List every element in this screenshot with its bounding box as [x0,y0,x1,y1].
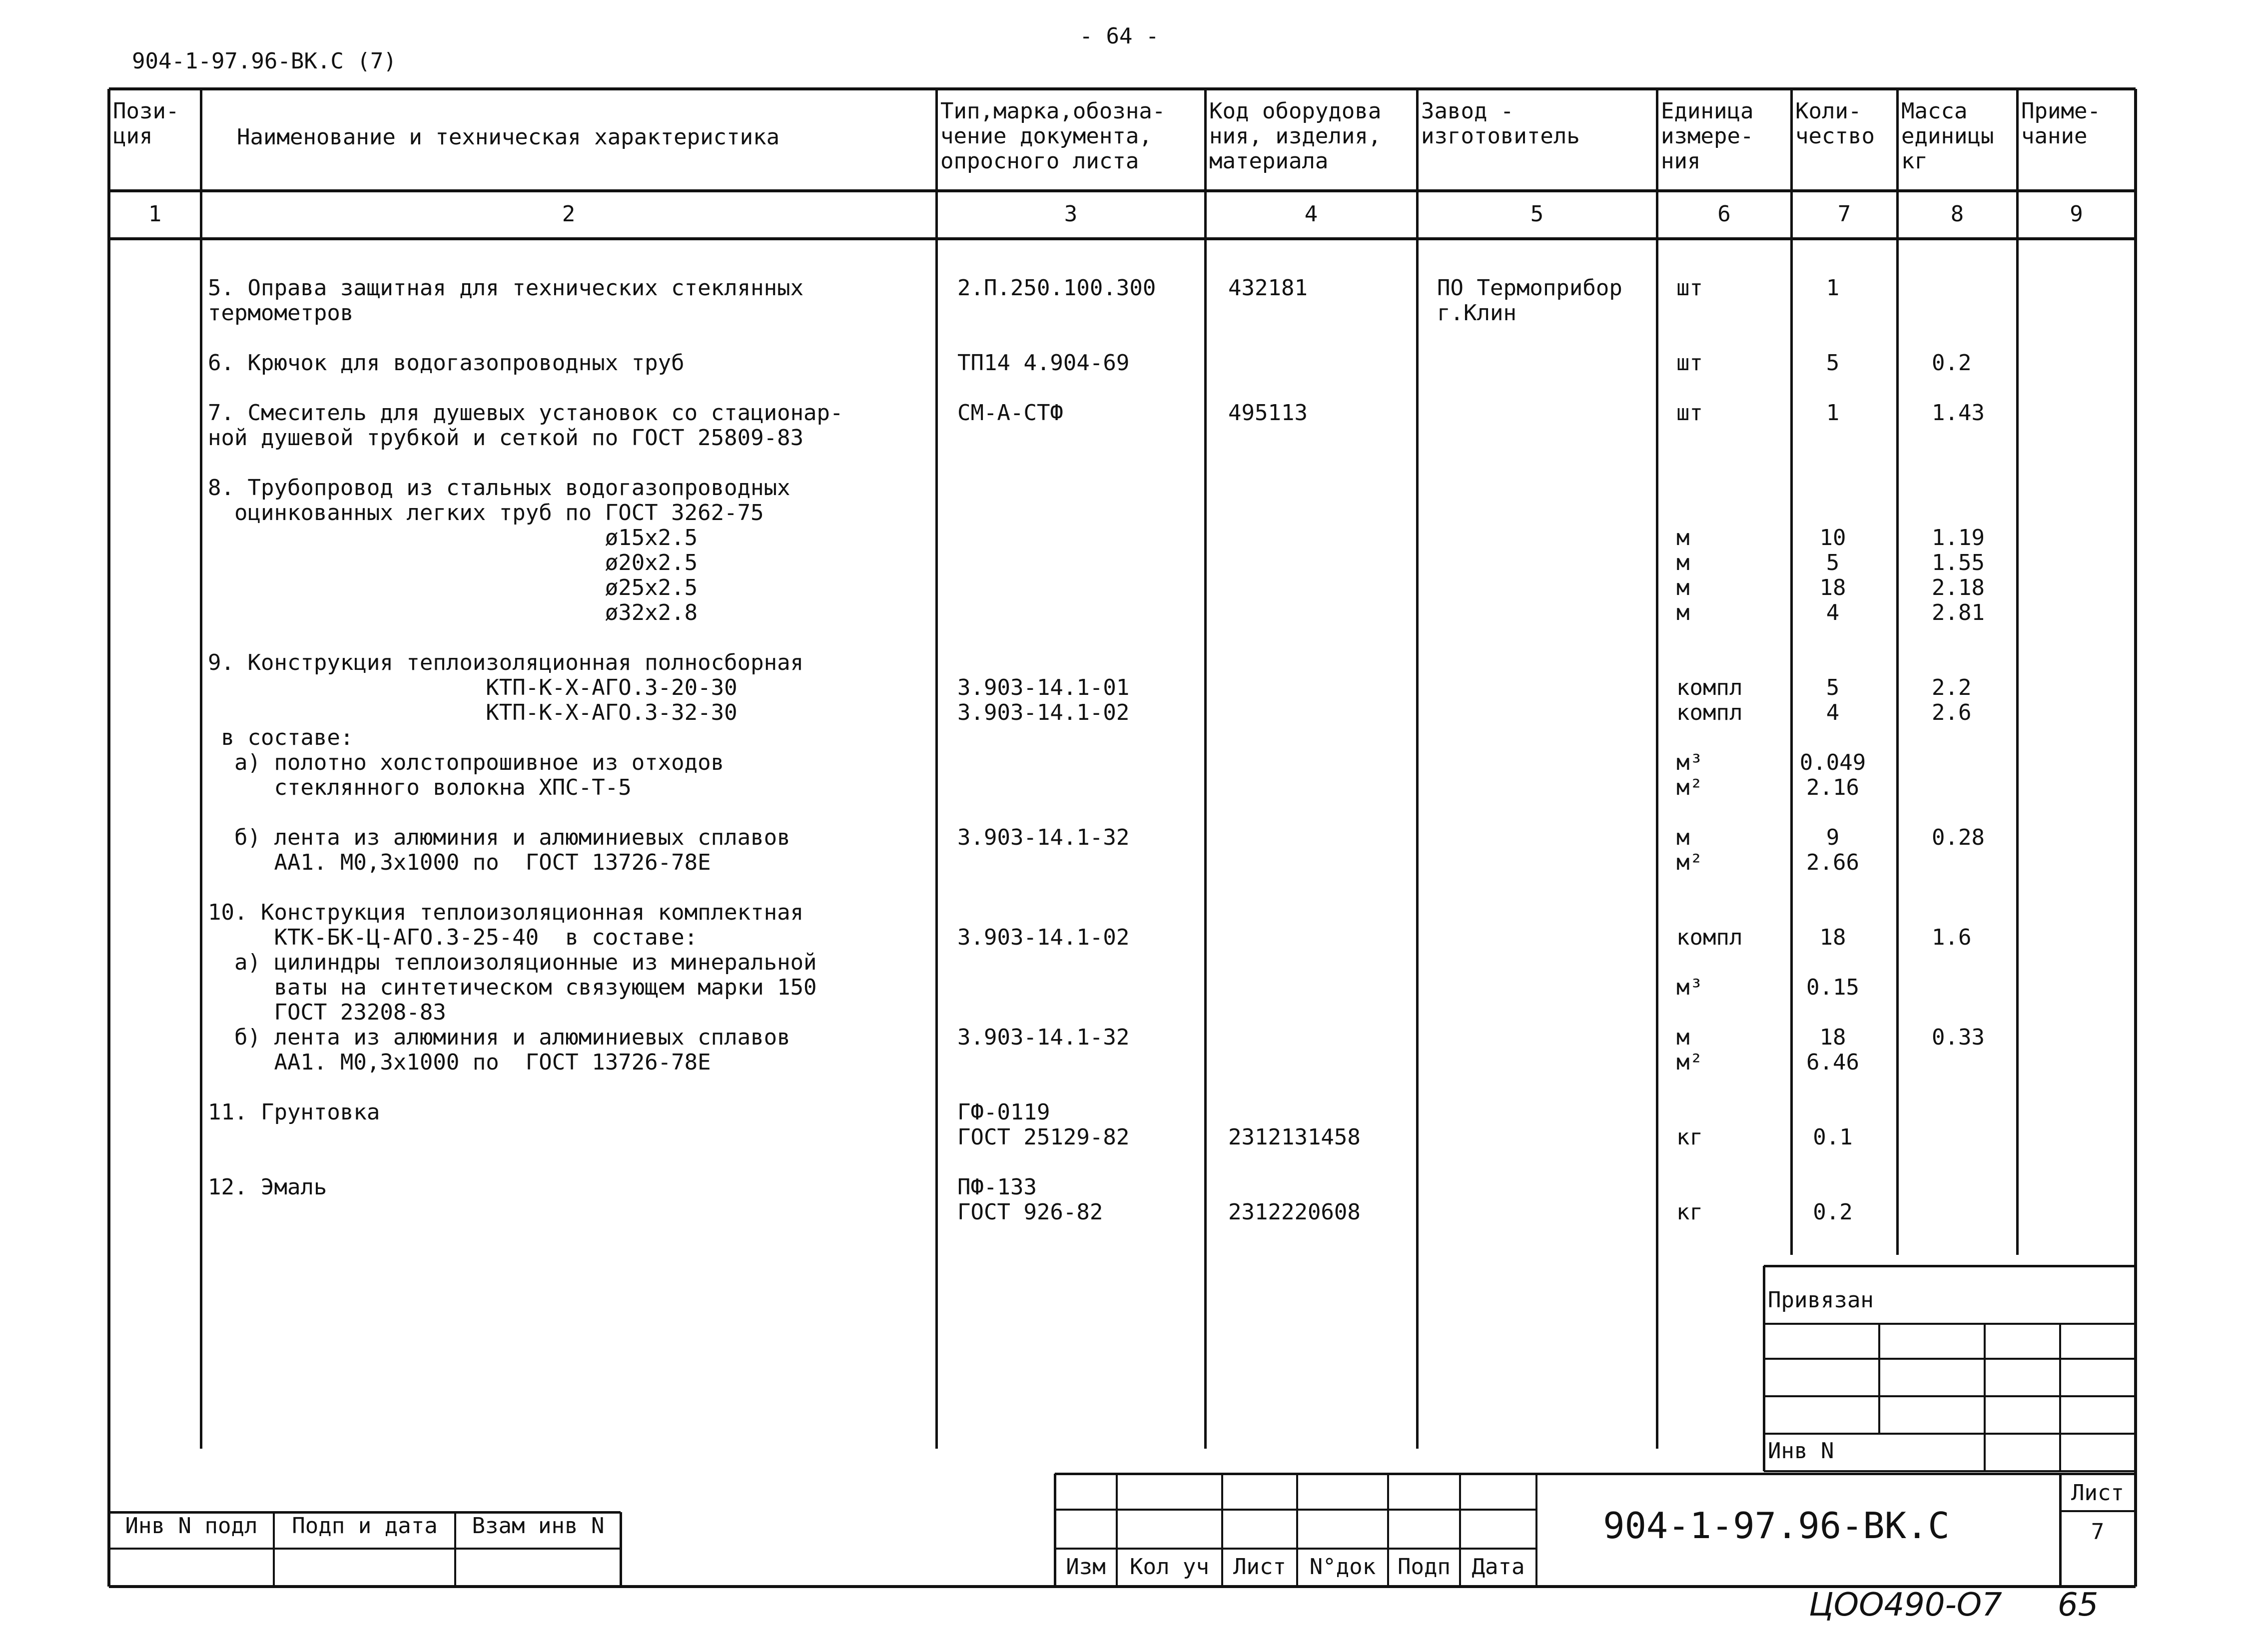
cell-code: 495113 [1228,400,1308,426]
cell-qty: 5 [1826,350,1840,376]
column-divider-1 [200,89,202,1449]
cell-unit: м² [1676,1050,1703,1075]
header-c6-line: Единица [1661,98,1754,124]
cell-name: 7. Смеситель для душевых установок со стационар- [208,400,843,426]
cell-qty: 4 [1826,700,1840,725]
stamp-grid-line [1764,1358,2136,1360]
header-c5-line: изготовитель [1421,123,1580,149]
cell-qty: 0.1 [1813,1124,1853,1150]
cell-unit: компл [1676,700,1743,725]
titleblock-sheet-row [2060,1510,2136,1512]
stamp-privyazan-top [1764,1265,2136,1267]
stamp-grid-line [1984,1324,1986,1471]
header-c1-line: ция [113,123,153,149]
column-number: 4 [1304,201,1318,227]
cell-qty: 0.15 [1806,975,1859,1000]
cell-name: стеклянного волокна ХПС-Т-5 [208,775,632,800]
cell-mfr: ПО Термоприбор [1437,275,1622,301]
cell-mass: 0.28 [1932,825,1985,850]
header-c7-line: чество [1795,123,1875,149]
cell-qty: 6.46 [1806,1050,1859,1075]
cell-unit: шт [1676,275,1703,301]
cell-name: ной душевой трубкой и сеткой по ГОСТ 25809-83 [208,425,804,451]
cell-name: КТП-К-Х-АГО.3-20-30 [208,675,738,700]
cell-qty: 2.66 [1806,850,1859,875]
cell-name: 11. Грунтовка [208,1100,380,1125]
cell-mass: 2.18 [1932,575,1985,600]
cell-qty: 10 [1819,525,1846,551]
cell-type: 3.903-14.1-02 [957,700,1130,725]
cell-name: 9. Конструкция теплоизоляционная полносборная [208,650,804,675]
header-c5-line: Завод - [1421,98,1514,124]
cell-name: в составе: [208,725,354,750]
cell-name: ø15x2.5 [208,525,698,551]
header-c7-line: Коли- [1795,98,1862,124]
cell-name: ГОСТ 23208-83 [208,1000,446,1025]
page-number: - 64 - [1079,23,1159,49]
header-c3-line: опросного листа [940,148,1139,174]
cell-code: 2312131458 [1228,1124,1361,1150]
header-c3-line: Тип,марка,обозна- [940,98,1166,124]
column-divider-2 [935,89,938,1449]
titleblock-row [1055,1509,1536,1511]
cell-type: 3.903-14.1-32 [957,825,1130,850]
cell-name: 12. Эмаль [208,1174,327,1200]
cell-name: АА1. М0,3х1000 по ГОСТ 13726-78Е [208,1050,711,1075]
cell-name: 10. Конструкция теплоизоляционная комплектная [208,900,804,925]
titleblock-top [1055,1473,2136,1475]
cell-type: 3.903-14.1-02 [957,925,1130,950]
cell-unit: м [1676,550,1690,575]
cell-type: 3.903-14.1-01 [957,675,1130,700]
column-divider-3 [1204,89,1207,1449]
column-number: 9 [2070,201,2083,227]
cell-unit: шт [1676,350,1703,376]
header-c3-line: чение документа, [940,123,1152,149]
table-top-border [109,87,2136,90]
stamp-inv-label: Инв N [1768,1438,1834,1464]
column-number: 8 [1950,201,1964,227]
column-divider-5 [1656,89,1658,1449]
titleblock-label: Подп [1398,1554,1451,1580]
header-c9-line: Приме- [2021,98,2101,124]
titleblock-label: Кол уч [1130,1554,1209,1580]
cell-type: СМ-А-СТФ [957,400,1063,426]
stamp-grid-line [1764,1323,2136,1325]
cell-name: а) полотно холстопрошивное из отходов [208,750,725,775]
cell-name: ø25x2.5 [208,575,698,600]
header-c6-line: ния [1661,148,1701,174]
cell-qty: 18 [1819,925,1846,950]
stamp-grid-line [2059,1324,2061,1471]
cell-type: 2.П.250.100.300 [957,275,1156,301]
titleblock-row [1055,1548,1536,1550]
cell-mass: 1.6 [1932,925,1972,950]
left-stamp-mid [109,1548,621,1550]
handwritten-archive-number: ЦОО490-О7 [1809,1587,2002,1624]
stamp-grid-line [1764,1470,2136,1472]
cell-unit: м [1676,1025,1690,1050]
cell-type: ГФ-0119 [957,1100,1050,1125]
header-c8-line: Масса [1901,98,1968,124]
cell-mass: 1.19 [1932,525,1985,551]
table-left-border [107,89,110,1587]
cell-qty: 0.2 [1813,1199,1853,1225]
cell-mass: 2.2 [1932,675,1972,700]
cell-qty: 1 [1826,400,1840,426]
cell-name: б) лента из алюминия и алюминиевых сплавов [208,1025,790,1050]
cell-unit: кг [1676,1124,1703,1150]
column-divider-8 [2016,89,2019,1255]
cell-type: ГОСТ 25129-82 [957,1124,1130,1150]
cell-qty: 5 [1826,550,1840,575]
header-bottom-border [109,189,2136,192]
cell-unit: м² [1676,850,1703,875]
cell-qty: 18 [1819,575,1846,600]
header-c4-line: Код оборудова [1209,98,1382,124]
stamp-privyazan-left [1763,1266,1765,1471]
cell-mfr: г.Клин [1437,300,1516,326]
cell-name: КТП-К-Х-АГО.3-32-30 [208,700,738,725]
number-row-bottom-border [109,237,2136,240]
handwritten-page-number: 65 [2058,1587,2099,1624]
stamp-label-vzam-inv: Взам инв N [472,1513,605,1539]
column-divider-4 [1416,89,1419,1449]
column-divider-6 [1790,89,1793,1255]
column-number: 1 [148,201,162,227]
cell-unit: м [1676,575,1690,600]
titleblock-label: Дата [1472,1554,1525,1580]
cell-qty: 4 [1826,600,1840,625]
cell-name: а) цилиндры теплоизоляционные из минеральной [208,950,817,975]
titleblock-label: Изм [1066,1554,1106,1580]
cell-name: 8. Трубопровод из стальных водогазопроводных [208,475,790,501]
cell-qty: 0.049 [1799,750,1866,775]
cell-name: термометров [208,300,354,326]
stamp-privyazan-label: Привязан [1768,1287,1874,1313]
cell-name: б) лента из алюминия и алюминиевых сплавов [208,825,790,850]
titleblock-label: Лист [1233,1554,1286,1580]
cell-qty: 9 [1826,825,1840,850]
cell-name: 6. Крючок для водогазопроводных труб [208,350,685,376]
titleblock-sheet-number: 7 [2091,1519,2105,1545]
cell-name: ø20x2.5 [208,550,698,575]
header-c9-line: чание [2021,123,2088,149]
cell-unit: кг [1676,1199,1703,1225]
cell-unit: м [1676,525,1690,551]
header-doc-code: 904-1-97.96-ВК.С (7) [132,48,397,74]
cell-unit: м² [1676,775,1703,800]
column-divider-7 [1896,89,1899,1255]
cell-code: 2312220608 [1228,1199,1361,1225]
stamp-grid-line [1764,1433,2136,1435]
column-number: 5 [1530,201,1544,227]
titleblock-sheet-label: Лист [2071,1480,2124,1506]
cell-type: ГОСТ 926-82 [957,1199,1103,1225]
stamp-grid-line [1878,1324,1880,1434]
header-c4-line: материала [1209,148,1329,174]
header-c4-line: ния, изделия, [1209,123,1382,149]
cell-unit: м [1676,825,1690,850]
column-number: 3 [1064,201,1078,227]
table-right-border [2134,89,2137,1587]
cell-unit: компл [1676,925,1743,950]
cell-type: ПФ-133 [957,1174,1037,1200]
cell-mass: 2.6 [1932,700,1972,725]
stamp-label-inv-podl: Инв N подл [125,1513,258,1539]
titleblock-designation: 904-1-97.96-ВК.С [1603,1505,1950,1547]
header-c8-line: единицы [1901,123,1994,149]
cell-name: ø32x2.8 [208,600,698,625]
header-c8-line: кг [1901,148,1928,174]
cell-qty: 1 [1826,275,1840,301]
cell-type: 3.903-14.1-32 [957,1025,1130,1050]
cell-name: 5. Оправа защитная для технических стеклянных [208,275,804,301]
cell-name: ваты на синтетическом связующем марки 150 [208,975,817,1000]
header-c6-line: измере- [1661,123,1754,149]
cell-code: 432181 [1228,275,1308,301]
cell-unit: компл [1676,675,1743,700]
cell-name: оцинкованных легких труб по ГОСТ 3262-75 [208,500,764,526]
column-number: 7 [1837,201,1851,227]
cell-type: ТП14 4.904-69 [957,350,1130,376]
cell-name: АА1. М0,3х1000 по ГОСТ 13726-78Е [208,850,711,875]
cell-mass: 0.2 [1932,350,1972,376]
cell-unit: шт [1676,400,1703,426]
cell-name: КТК-БК-Ц-АГО.3-25-40 в составе: [208,925,698,950]
header-c1-line: Пози- [113,98,179,124]
cell-qty: 5 [1826,675,1840,700]
cell-qty: 2.16 [1806,775,1859,800]
stamp-label-podp-data: Подп и дата [292,1513,438,1539]
stamp-grid-line [1764,1395,2136,1397]
cell-unit: м³ [1676,750,1703,775]
cell-unit: м³ [1676,975,1703,1000]
cell-mass: 2.81 [1932,600,1985,625]
cell-mass: 1.43 [1932,400,1985,426]
column-number: 2 [562,201,576,227]
titleblock-label: N°док [1309,1554,1376,1580]
cell-qty: 18 [1819,1025,1846,1050]
cell-mass: 0.33 [1932,1025,1985,1050]
cell-mass: 1.55 [1932,550,1985,575]
cell-unit: м [1676,600,1690,625]
column-number: 6 [1717,201,1731,227]
header-c2: Наименование и техническая характеристика [237,124,780,150]
